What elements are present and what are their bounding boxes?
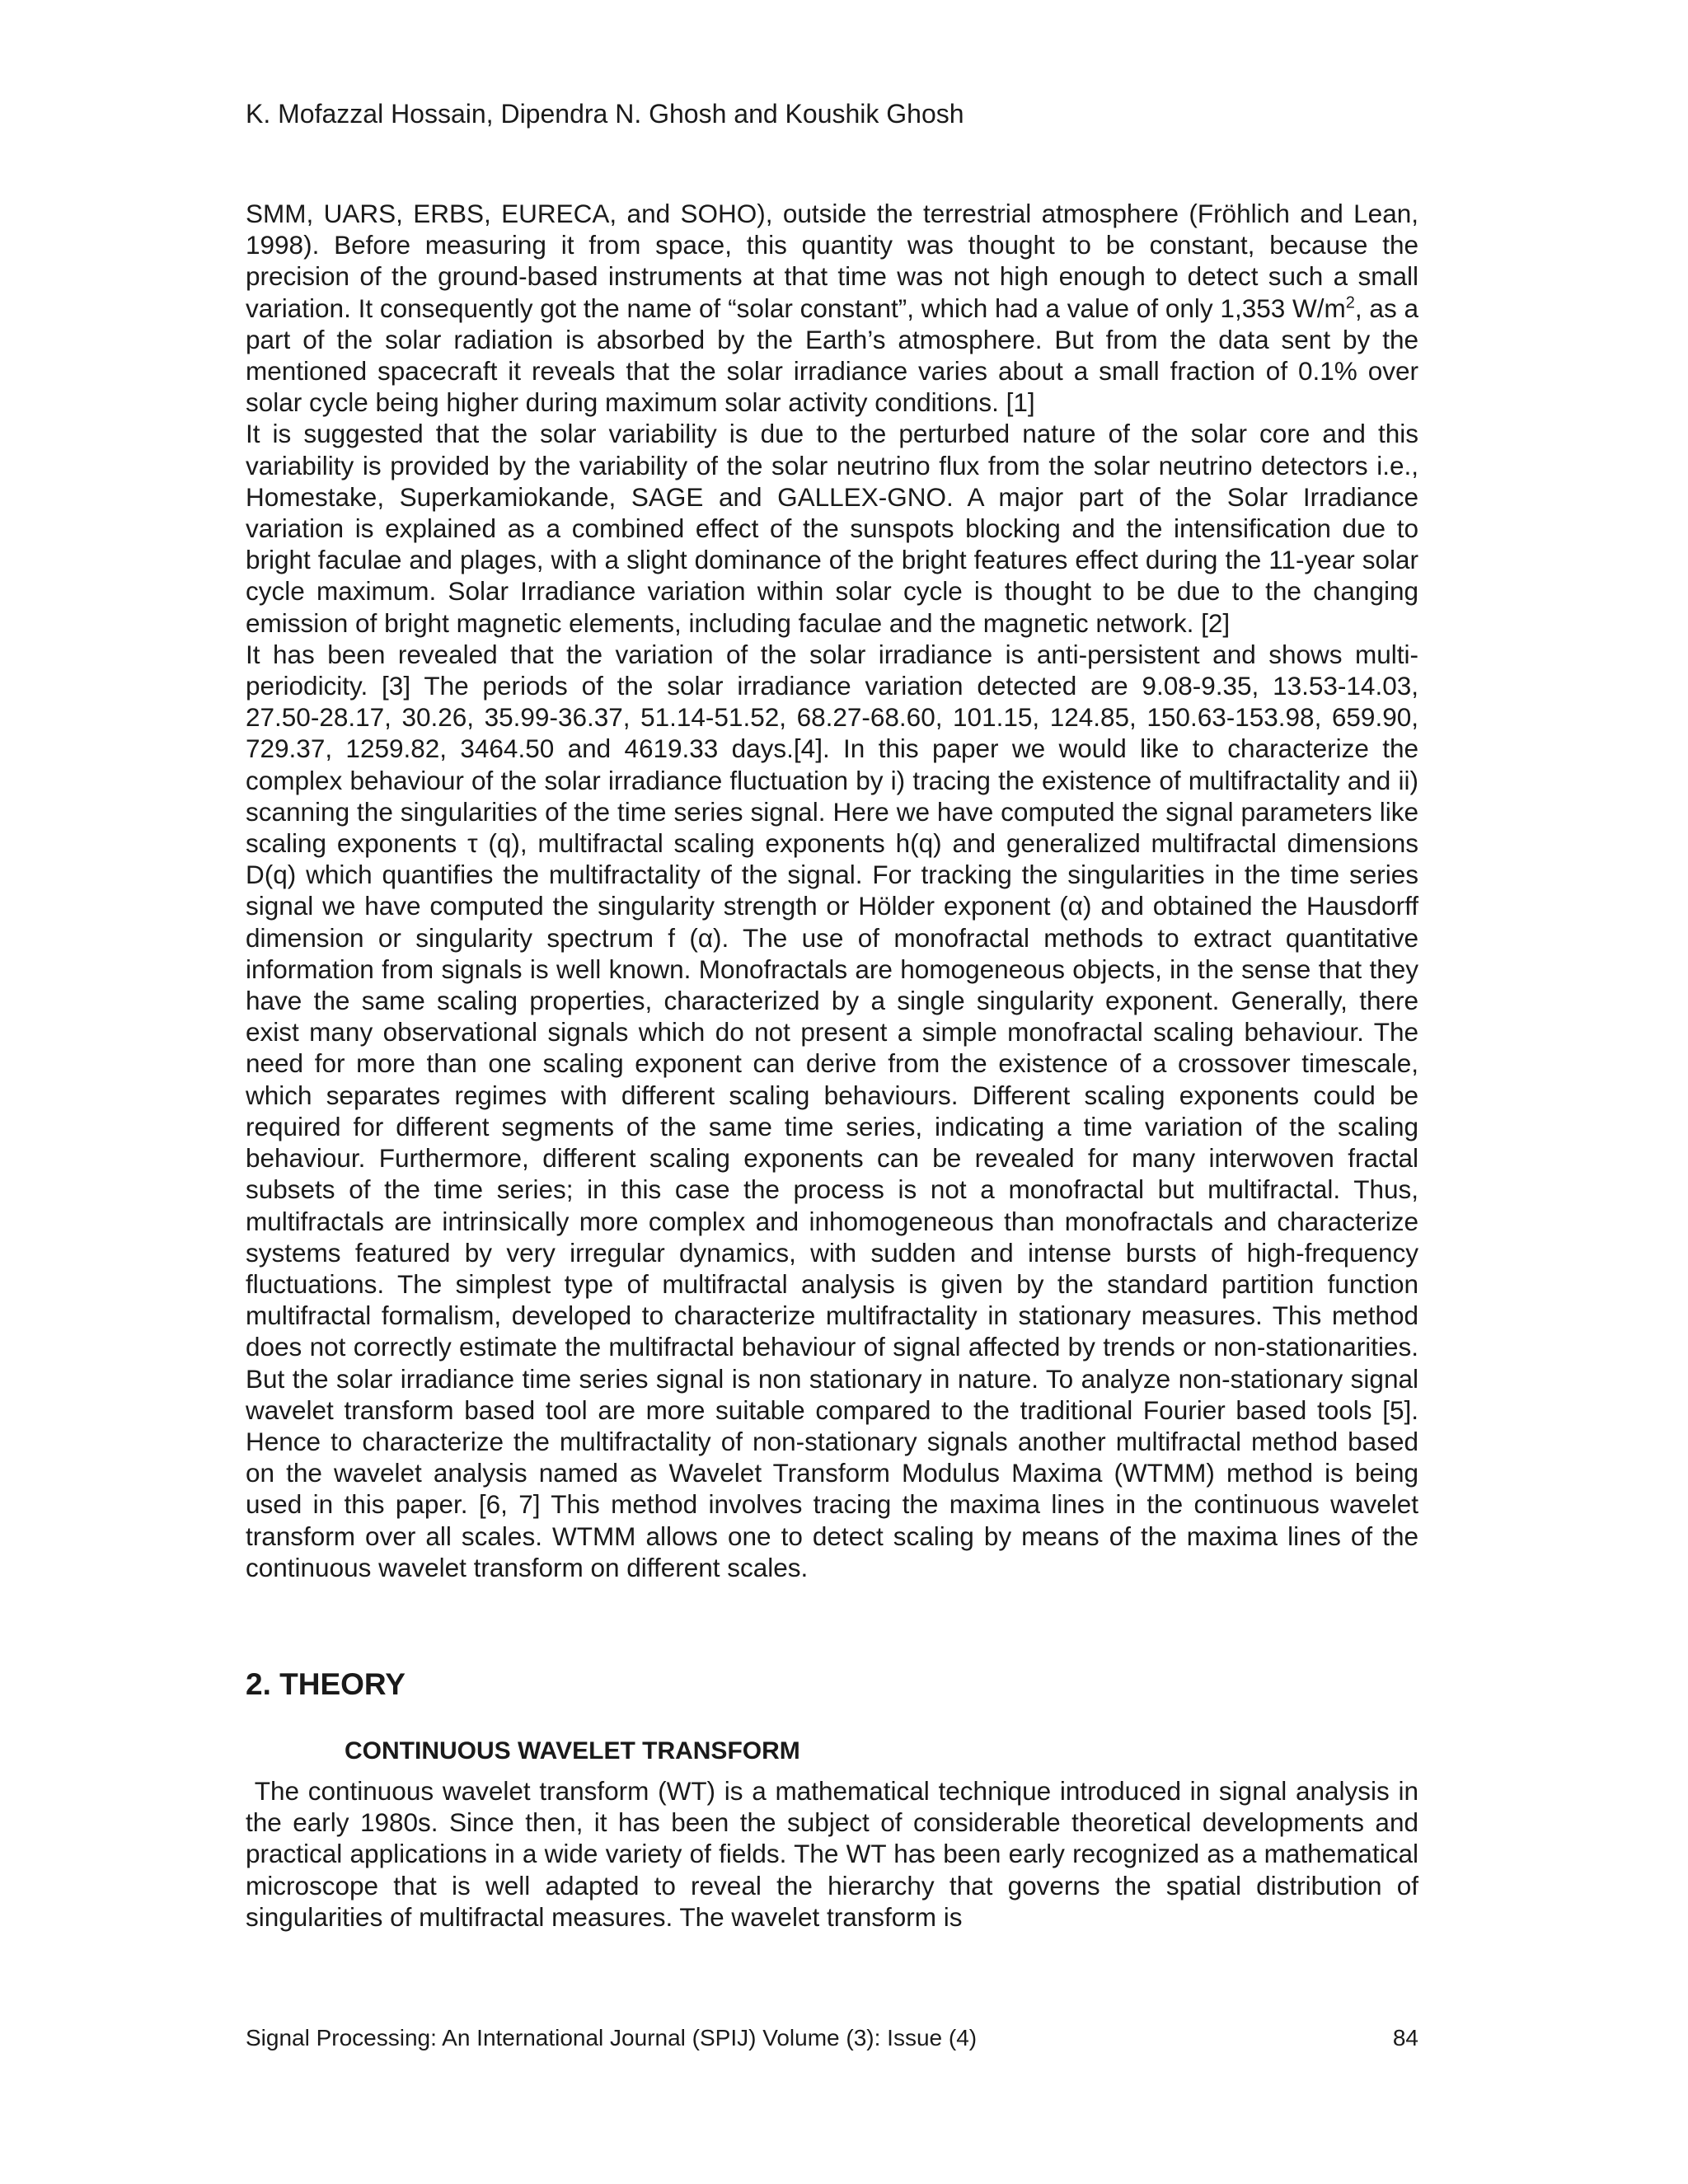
footer-journal-title: Signal Processing: An International Journal (SPIJ) Volume (3): Issue (4): [246, 2025, 978, 2050]
body-text: [246, 198, 1418, 1583]
section-heading-theory: 2. THEORY: [246, 1667, 406, 1701]
paragraph-solar-variability: It is suggested that the solar variability is due to the perturbed nature of the solar core and this variability is provided by the variability of the solar neutrino flux from the solar neutrino detectors i.e., Homestake, Superkamiokande, SAGE and GALLEX-GNO. A major part of the Solar Irradiance variation is explained as a combined effect of the sunspots blocking and the intensification due to bright faculae and plages, with a slight dominance of the bright features effect during the 11-year solar cycle maximum. Solar Irradiance variation within solar cycle is thought to be due to the changing emission of bright magnetic elements, including faculae and the magnetic network. [2]: [246, 419, 1418, 638]
subsection-heading-cwt: CONTINUOUS WAVELET TRANSFORM: [345, 1737, 800, 1765]
paragraph-multifractality: It has been revealed that the variation of the solar irradiance is anti-persistent and shows multi-periodicity. [3] The periods of the solar irradiance variation detected are 9.08-9.35, 13.53-14.03, 27.50-28.17, 30.26, 35.99-36.37, 51.14-51.52, 68.27-68.60, 101.15, 124.85, 150.63-153.98, 659.90, 729.37, 1259.82, 3464.50 and 4619.33 days.[4]. In this paper we would like to characterize the complex behaviour of the solar irradiance fluctuation by i) tracing the existence of multifractality and ii) scanning the singularities of the time series signal. Here we have computed the signal parameters like scaling exponents τ (q), multifractal scaling exponents h(q) and generalized multifractal dimensions D(q) which quantifies the multifractality of the signal. For tracking the singularities in the time series signal we have computed the singularity strength or Hölder exponent (α) and obtained the Hausdorff dimension or singularity spectrum f (α). The use of monofractal methods to extract quantitative information from signals is well known. Monofractals are homogeneous objects, in the sense that they have the same scaling properties, characterized by a single singularity exponent. Generally, there exist many observational signals which do not present a simple monofractal scaling behaviour. The need for more than one scaling exponent can derive from the existence of a crossover timescale, which separates regimes with different scaling behaviours. Different scaling exponents could be required for different segments of the same time series, indicating a time variation of the scaling behaviour. Furthermore, different scaling exponents can be revealed for many interwoven fractal subsets of the time series; in this case the process is not a monofractal but multifractal. Thus, multifractals are intrinsically more complex and inhomogeneous than monofractals and characterize systems featured by very irregular dynamics, with sudden and intense bursts of high-frequency fluctuations. The simplest type of multifractal analysis is given by the standard partition function multifractal formalism, developed to characterize multifractality in stationary measures. This method does not correctly estimate the multifractal behaviour of signal affected by trends or non-stationarities. But the solar irradiance time series signal is non stationary in nature. To analyze non-stationary signal wavelet transform based tool are more suitable compared to the traditional Fourier based tools [5]. Hence to characterize the multifractality of non-stationary signals another multifractal method based on the wavelet analysis named as Wavelet Transform Modulus Maxima (WTMM) method is being used in this paper. [6, 7] This method involves tracing the maxima lines in the continuous wavelet transform over all scales. WTMM allows one to detect scaling by means of the maxima lines of the continuous wavelet transform on different scales.: [246, 639, 1418, 1582]
footer-page-number: 84: [1392, 2025, 1418, 2050]
body-text-theory: [246, 1775, 1426, 1933]
running-header-authors: K. Mofazzal Hossain, Dipendra N. Ghosh and Koushik Ghosh: [246, 99, 964, 129]
paragraph-text: SMM, UARS, ERBS, EURECA, and SOHO), outside the terrestrial atmosphere (Fröhlich and Lean, 1998). Before measuring it from space, this quantity was thought to be constant, because the precision of the ground-based instruments at that time was not high enough to detect such a small variation. It consequently got the name of “solar constant”, which had a value of only 1,353 W/m: [246, 199, 1418, 323]
superscript: 2: [1345, 293, 1355, 312]
paragraph-solar-constant: [246, 198, 1418, 418]
paragraph-text: , as a part of the solar radiation is absorbed by the Earth’s atmosphere. But from the data sent by the mentioned spacecraft it reveals that the solar irradiance varies about a small fraction of 0.1% over solar cycle being higher during maximum solar activity conditions. [1]: [246, 293, 1418, 418]
paragraph-cwt: The continuous wavelet transform (WT) is a mathematical technique introduced in signal analysis in the early 1980s. Since then, it has been the subject of considerable theoretical developments and practical applications in a wide variety of fields. The WT has been early recognized as a mathematical microscope that is well adapted to reveal the hierarchy that governs the spatial distribution of singularities of multifractal measures. The wavelet transform is: [246, 1776, 1426, 1932]
page-footer: [246, 2022, 1418, 2055]
